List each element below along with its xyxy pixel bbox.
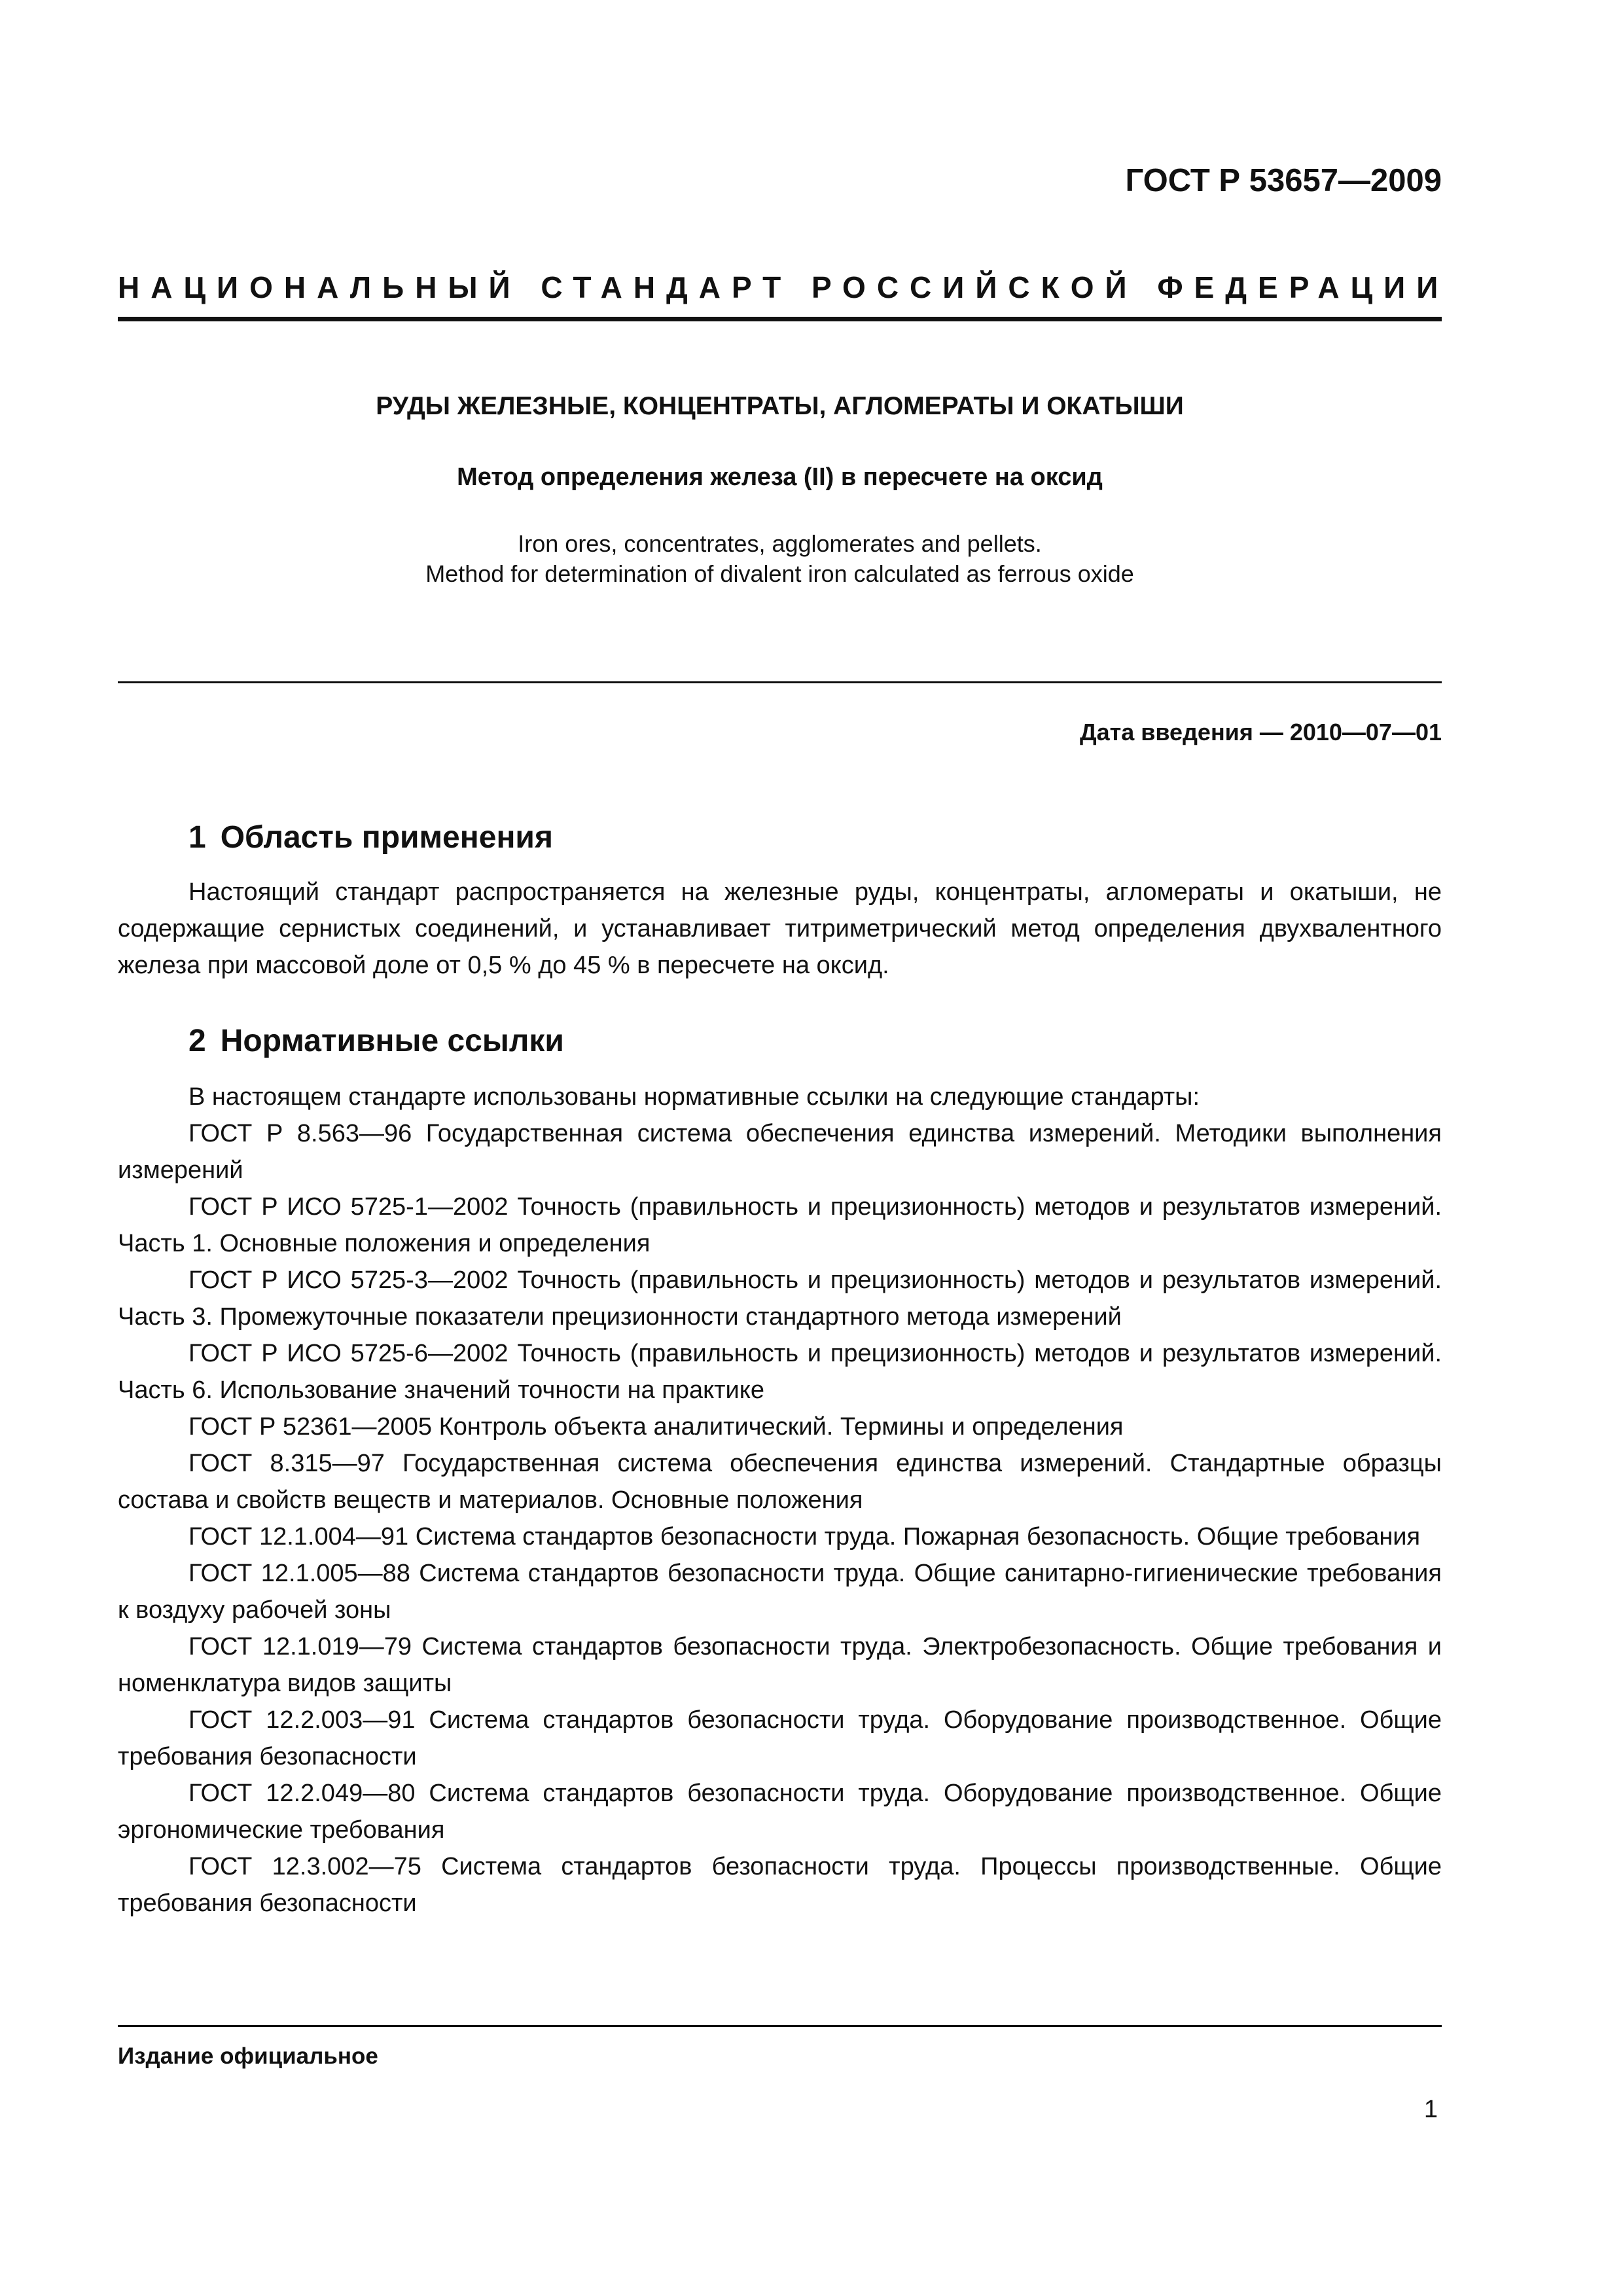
scope-paragraph: Настоящий стандарт распространяется на железные руды, концентраты, агломераты и окатыши, не содержащие сернистых соединений, и устанавливает титриметрический метод определения двухвалентного железа при массовой доле от 0,5 % до 45 % в пересчете на оксид. — [118, 878, 1442, 979]
section-number: 2 — [188, 1024, 206, 1058]
reference-item: ГОСТ Р ИСО 5725-6—2002 Точность (правильность и прецизионность) методов и результатов измерений. Часть 6. Использование значений точности на практике — [118, 1340, 1442, 1404]
section-heading-scope — [188, 819, 553, 855]
reference-item: ГОСТ 12.2.049—80 Система стандартов безопасности труда. Оборудование производственное. Общие эргономические требования — [118, 1780, 1442, 1844]
introduction-date: Дата введения — 2010—07—01 — [1079, 719, 1442, 745]
document-subtitle: Метод определения железа (II) в пересчете на оксид — [457, 463, 1103, 491]
reference-item: ГОСТ Р ИСО 5725-3—2002 Точность (правильность и прецизионность) методов и результатов измерений. Часть 3. Промежуточные показатели прецизионности стандартного метода измерений — [118, 1266, 1442, 1331]
reference-item: ГОСТ Р ИСО 5725-1—2002 Точность (правильность и прецизионность) методов и результатов измерений. Часть 1. Основные положения и определения — [118, 1193, 1442, 1257]
reference-item: ГОСТ 12.1.005—88 Система стандартов безопасности труда. Общие санитарно-гигиенические требования к воздуху рабочей зоны — [118, 1560, 1442, 1624]
english-title-line: Iron ores, concentrates, agglomerates and pellets. — [518, 530, 1042, 557]
section-title: Нормативные ссылки — [220, 1024, 564, 1058]
section-title: Область применения — [220, 820, 553, 855]
header-rule — [118, 317, 1442, 321]
national-standard-title: НАЦИОНАЛЬНЫЙ СТАНДАРТ РОССИЙСКОЙ ФЕДЕРАЦИИ — [118, 270, 1450, 304]
document-number: ГОСТ Р 53657—2009 — [1125, 163, 1442, 198]
references-list — [118, 1079, 1442, 1922]
reference-item: ГОСТ 12.3.002—75 Система стандартов безопасности труда. Процессы производственные. Общие требования безопасности — [118, 1853, 1442, 1917]
english-title — [118, 529, 1442, 589]
reference-item: ГОСТ 8.315—97 Государственная система обеспечения единства измерений. Стандартные образцы состава и свойств веществ и материалов. Основные положения — [118, 1450, 1442, 1514]
reference-item: ГОСТ Р 8.563—96 Государственная система обеспечения единства измерений. Методики выполнения измерений — [118, 1120, 1442, 1184]
english-title-line: Method for determination of divalent iron calculated as ferrous oxide — [425, 560, 1134, 587]
section-number: 1 — [188, 820, 206, 855]
title-rule — [118, 681, 1442, 683]
references-intro: В настоящем стандарте использованы нормативные ссылки на следующие стандарты: — [188, 1083, 1200, 1111]
reference-item: ГОСТ 12.1.004—91 Система стандартов безопасности труда. Пожарная безопасность. Общие требования — [188, 1523, 1421, 1551]
page-number: 1 — [1423, 2096, 1438, 2123]
reference-item: ГОСТ 12.2.003—91 Система стандартов безопасности труда. Оборудование производственное. Общие требования безопасности — [118, 1706, 1442, 1770]
footer-rule — [118, 2025, 1442, 2027]
reference-item: ГОСТ 12.1.019—79 Система стандартов безопасности труда. Электробезопасность. Общие требования и номенклатура видов защиты — [118, 1633, 1442, 1697]
section-heading-references — [188, 1023, 564, 1059]
document-title: РУДЫ ЖЕЛЕЗНЫЕ, КОНЦЕНТРАТЫ, АГЛОМЕРАТЫ И ОКАТЫШИ — [376, 392, 1184, 420]
official-edition-label: Издание официальное — [118, 2043, 378, 2069]
reference-item: ГОСТ Р 52361—2005 Контроль объекта аналитический. Термины и определения — [188, 1413, 1124, 1441]
